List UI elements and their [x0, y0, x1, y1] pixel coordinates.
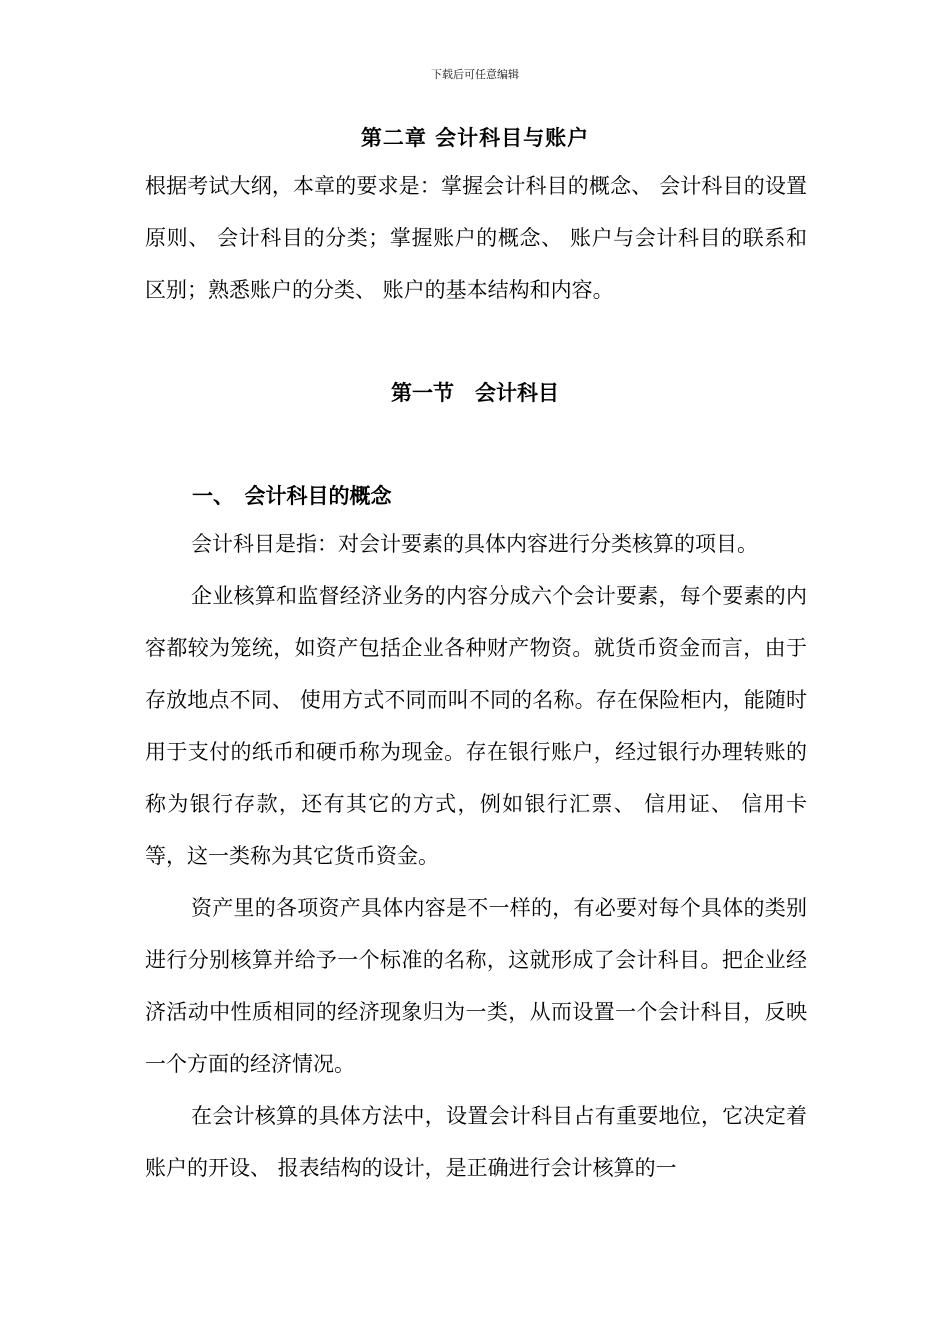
paragraph-definition: 会计科目是指：对会计要素的具体内容进行分类核算的项目。: [191, 532, 758, 556]
paragraph-importance: 在会计核算的具体方法中，设置会计科目占有重要地位，它决定着账户的开设、 报表结构的设计，是正确进行会计核算的一: [145, 1104, 807, 1180]
body-text-block: [145, 518, 807, 1194]
paragraph-elements: 企业核算和监督经济业务的内容分成六个会计要素，每个要素的内容都较为笼统，如资产包括企业各种财产物资。就货币资金而言，由于存放地点不同、 使用方式不同而叫不同的名称。存在保险柜内，能随时用于支付的纸币和硬币称为现金。存在银行账户，经过银行办理转账的称为银行存款，还有其它的方式，例如银行汇票、 信用证、 信用卡等，这一类称为其它货币资金。: [145, 584, 807, 868]
intro-paragraph: 根据考试大纲，本章的要求是：掌握会计科目的概念、 会计科目的设置原则、 会计科目的分类；掌握账户的概念、 账户与会计科目的联系和区别；熟悉账户的分类、 账户的基本结构和内容。: [145, 174, 807, 302]
chapter-title: 第二章 会计科目与账户: [360, 125, 590, 150]
page-header-note: 下载后可任意编辑: [431, 68, 519, 81]
paragraph-categories: 资产里的各项资产具体内容是不一样的，有必要对每个具体的类别进行分别核算并给予一个标准的名称，这就形成了会计科目。把企业经济活动中性质相同的经济现象归为一类，从而设置一个会计科目，反映一个方面的经济情况。: [145, 896, 807, 1076]
section-title: 第一节 会计科目: [391, 380, 559, 405]
subsection-title: 一、 会计科目的概念: [192, 483, 392, 508]
intro-block: [145, 160, 807, 316]
